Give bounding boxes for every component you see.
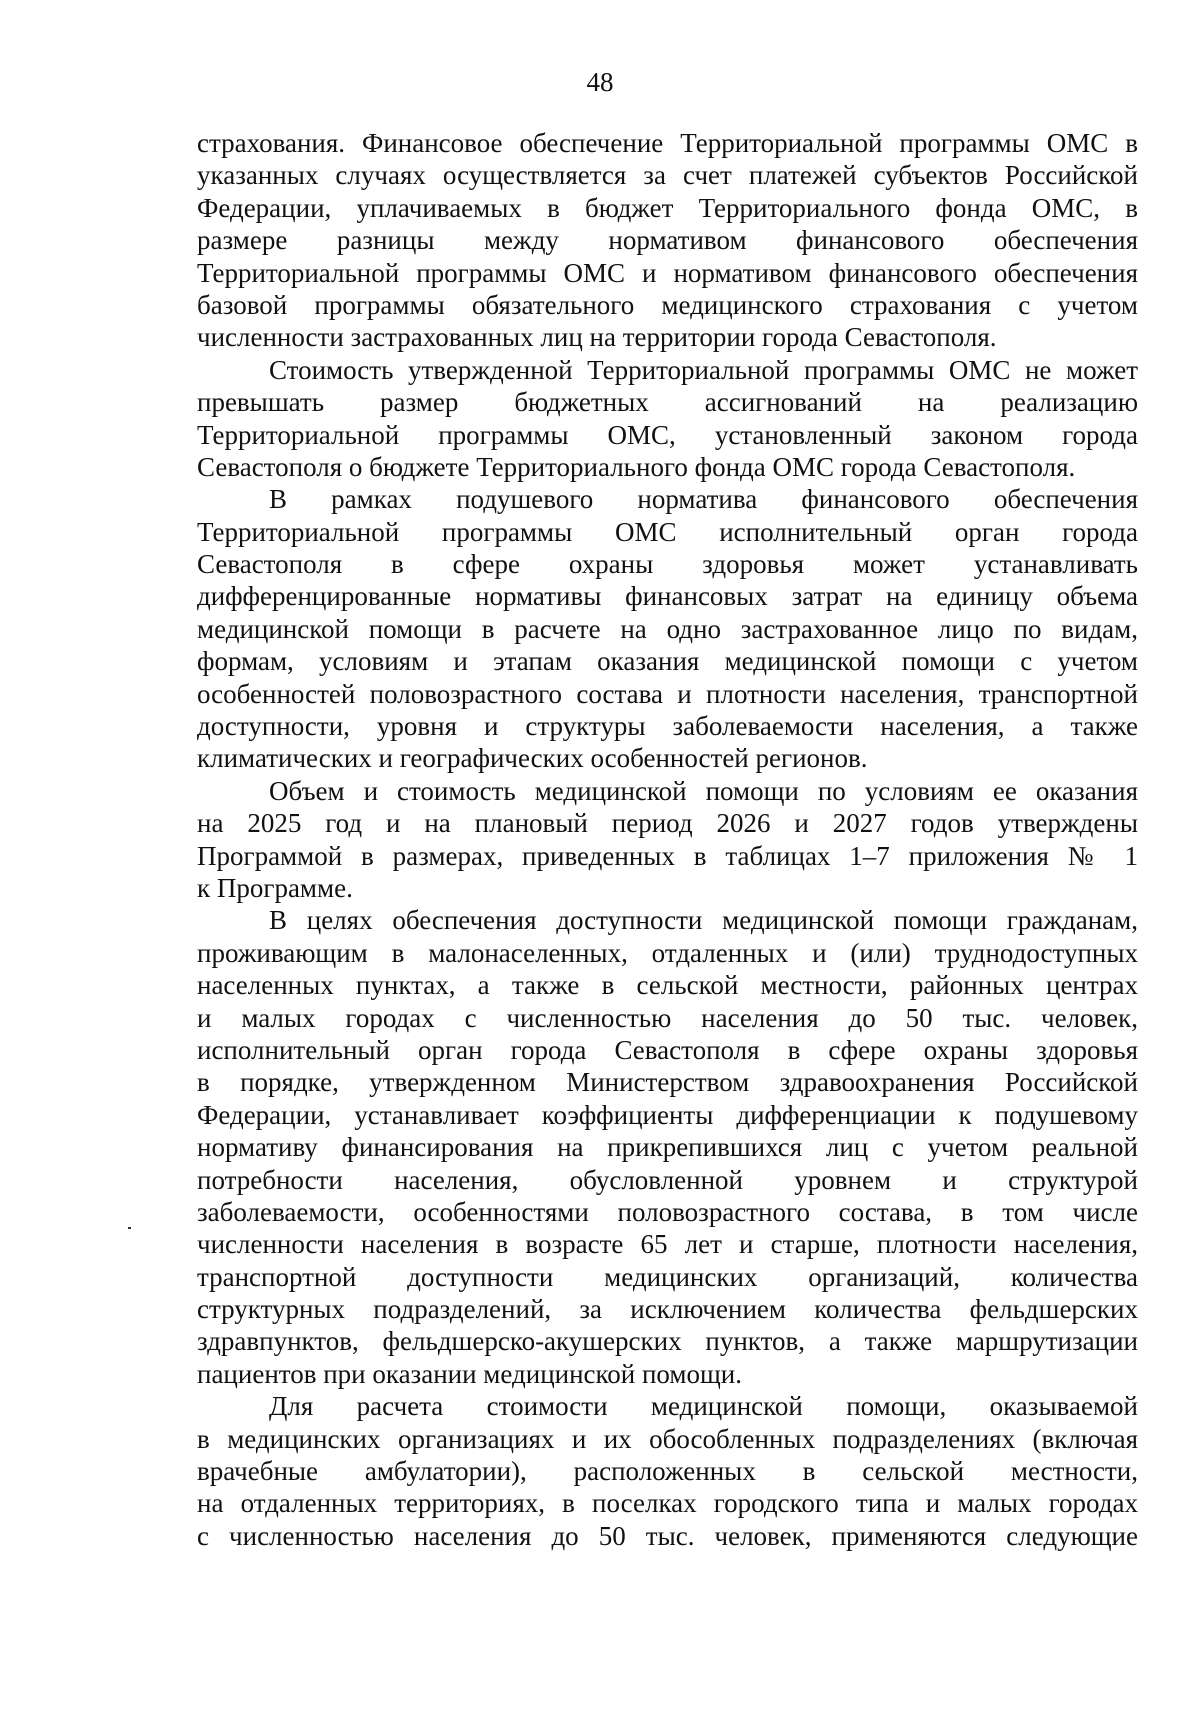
text-line: Территориальной программы ОМС, установленный законом города: [197, 419, 1138, 450]
text-line: здравпунктов, фельдшерско-акушерских пунктов, а также маршрутизации: [197, 1326, 1138, 1357]
text-line: и малых городах с численностью населения до 50 тыс. человек,: [197, 1002, 1138, 1033]
text-line: В целях обеспечения доступности медицинской помощи гражданам,: [269, 905, 1138, 936]
text-line: проживающим в малонаселенных, отдаленных и (или) труднодоступных: [197, 937, 1138, 968]
text-line: Севастополя о бюджете Территориального фонда ОМС города Севастополя.: [197, 451, 1076, 482]
text-line: пациентов при оказании медицинской помощи.: [197, 1358, 742, 1389]
text-line: Территориальной программы ОМС и нормативом финансового обеспечения: [197, 257, 1138, 288]
document-body: [197, 127, 1138, 1552]
text-line: Федерации, устанавливает коэффициенты дифференциации к подушевому: [197, 1099, 1138, 1130]
text-line: доступности, уровня и структуры заболеваемости населения, а также: [197, 711, 1138, 742]
text-line: медицинской помощи в расчете на одно застрахованное лицо по видам,: [197, 613, 1138, 644]
text-line: с численностью населения до 50 тыс. человек, применяются следующие: [197, 1520, 1138, 1551]
text-line: климатических и географических особенностей регионов.: [197, 743, 868, 774]
text-line: Федерации, уплачиваемых в бюджет Территориального фонда ОМС, в: [197, 192, 1138, 223]
scan-speck: [128, 1227, 131, 1229]
text-line: врачебные амбулатории), расположенных в сельской местности,: [197, 1456, 1138, 1487]
text-line: В рамках подушевого норматива финансового обеспечения: [269, 484, 1138, 515]
text-line: базовой программы обязательного медицинского страхования с учетом: [197, 289, 1138, 320]
text-line: численности населения в возрасте 65 лет и старше, плотности населения,: [197, 1229, 1138, 1260]
text-line: превышать размер бюджетных ассигнований на реализацию: [197, 387, 1138, 418]
text-line: Севастополя в сфере охраны здоровья может устанавливать: [197, 549, 1138, 580]
text-line: на отдаленных территориях, в поселках городского типа и малых городах: [197, 1488, 1138, 1519]
text-line: численности застрахованных лиц на территории города Севастополя.: [197, 322, 997, 353]
paragraph: [197, 354, 1138, 484]
paragraph: [197, 775, 1138, 905]
text-line: особенностей половозрастного состава и плотности населения, транспортной: [197, 678, 1138, 709]
text-line: к Программе.: [197, 872, 353, 903]
text-line: на 2025 год и на плановый период 2026 и 2027 годов утверждены: [197, 808, 1138, 839]
text-line: Объем и стоимость медицинской помощи по условиям ее оказания: [269, 775, 1138, 806]
text-line: потребности населения, обусловленной уровнем и структурой: [197, 1164, 1138, 1195]
text-line: исполнительный орган города Севастополя в сфере охраны здоровья: [197, 1034, 1138, 1065]
text-line: заболеваемости, особенностями половозрастного состава, в том числе: [197, 1196, 1138, 1227]
paragraph: [197, 127, 1138, 354]
page-number: 48: [586, 67, 614, 97]
text-line: населенных пунктах, а также в сельской местности, районных центрах: [197, 970, 1138, 1001]
text-line: Программой в размерах, приведенных в таблицах 1–7 приложения № 1: [197, 840, 1138, 871]
paragraph: [197, 1390, 1138, 1552]
text-line: формам, условиям и этапам оказания медицинской помощи с учетом: [197, 646, 1138, 677]
text-line: дифференцированные нормативы финансовых затрат на единицу объема: [197, 581, 1138, 612]
text-line: Территориальной программы ОМС исполнительный орган города: [197, 516, 1138, 547]
text-line: транспортной доступности медицинских организаций, количества: [197, 1261, 1138, 1292]
text-line: страхования. Финансовое обеспечение Территориальной программы ОМС в: [197, 128, 1138, 158]
text-line: Стоимость утвержденной Территориальной программы ОМС не может: [269, 354, 1138, 385]
paragraph: [197, 483, 1138, 775]
text-line: структурных подразделений, за исключением количества фельдшерских: [197, 1294, 1138, 1325]
text-line: указанных случаях осуществляется за счет платежей субъектов Российской: [197, 160, 1138, 191]
text-line: нормативу финансирования на прикрепившихся лиц с учетом реальной: [197, 1132, 1138, 1163]
text-line: в медицинских организациях и их обособленных подразделениях (включая: [197, 1423, 1138, 1454]
text-line: размере разницы между нормативом финансового обеспечения: [197, 225, 1138, 256]
text-line: в порядке, утвержденном Министерством здравоохранения Российской: [197, 1067, 1138, 1098]
text-line: Для расчета стоимости медицинской помощи, оказываемой: [269, 1391, 1138, 1422]
paragraph: [197, 904, 1138, 1390]
